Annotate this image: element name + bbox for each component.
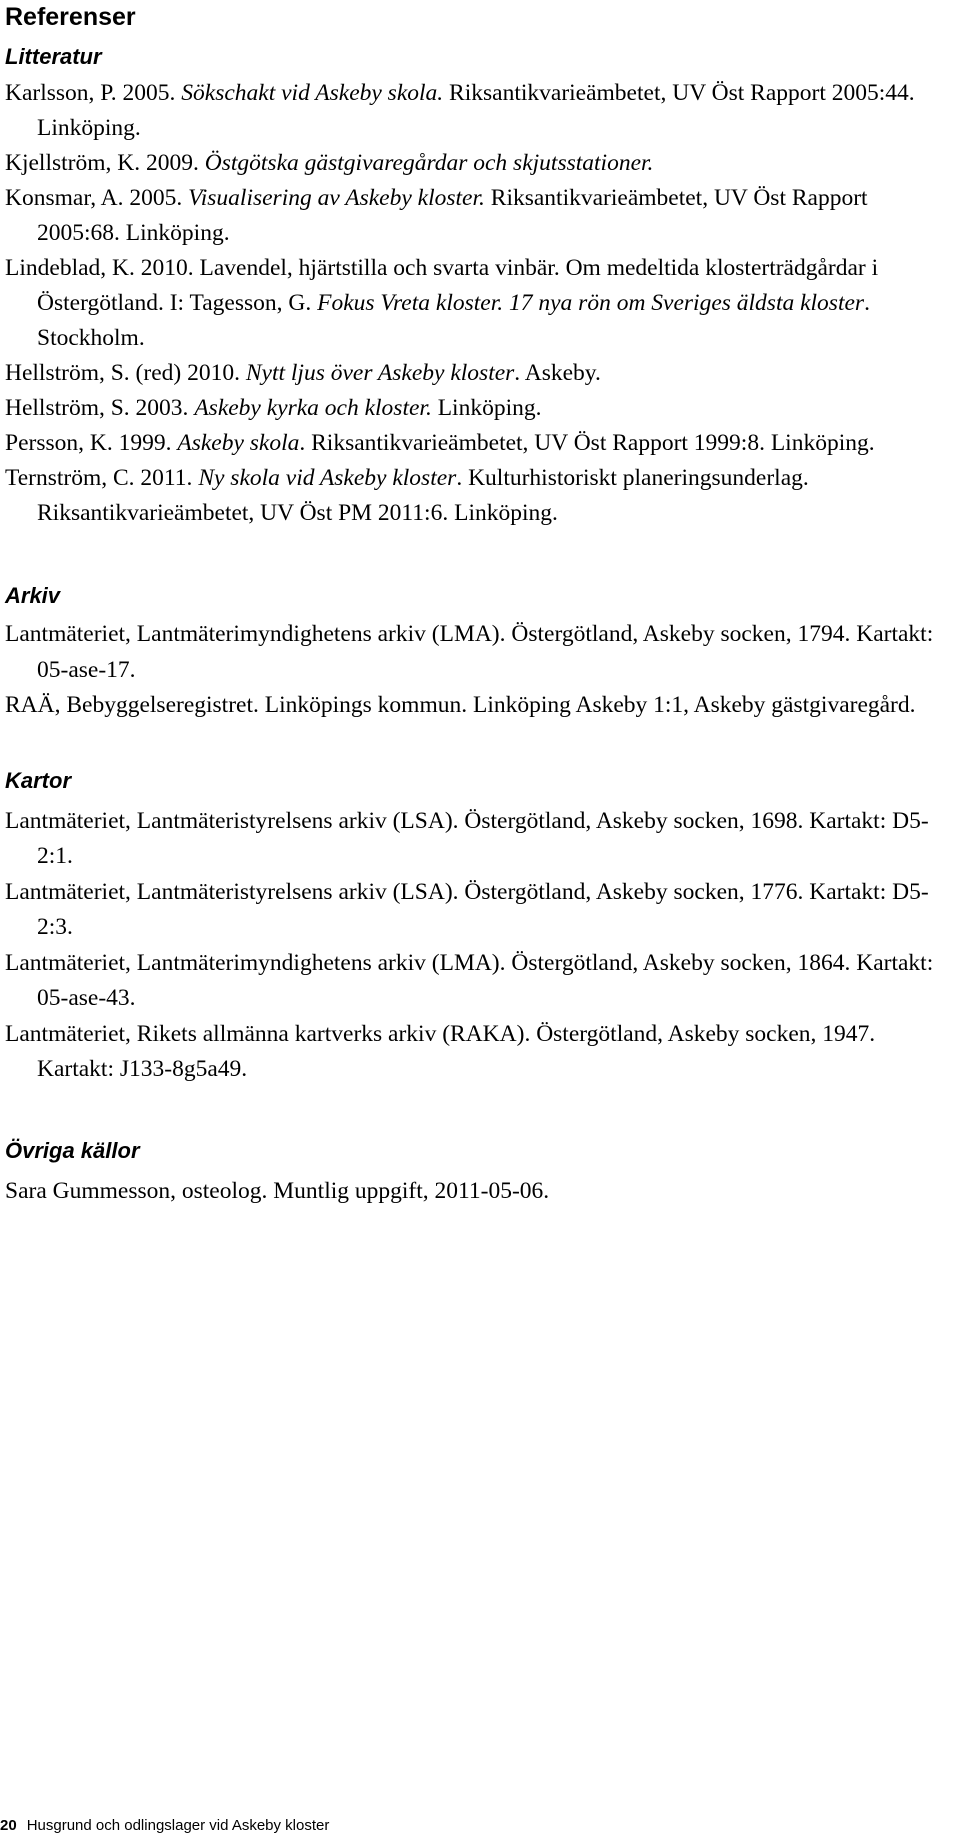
section-heading-kartor: Kartor xyxy=(5,767,72,793)
reference-entry xyxy=(5,181,955,251)
reference-text: Riksantikvarieämbetet, UV Öst Rapport 2005:44. Linköping. xyxy=(37,80,915,141)
reference-title: Visualisering av Askeby kloster. xyxy=(188,185,485,211)
reference-text: Hellström, S. (red) 2010. xyxy=(5,360,246,386)
reference-title: Askeby kyrka och kloster. xyxy=(194,395,432,421)
reference-entry: Sara Gummesson, osteolog. Muntlig uppgift, 2011-05-06. xyxy=(5,1177,550,1204)
page-title: Referenser xyxy=(5,3,136,31)
reference-entry xyxy=(5,146,955,181)
reference-list-litteratur xyxy=(5,76,955,531)
reference-text: Lindeblad, K. 2010. Lavendel, hjärtstilla och svarta vinbär. Om medeltida klosterträdgårdar i Östergötland. I: Tagesson, G. xyxy=(5,255,879,316)
reference-entry xyxy=(5,251,955,356)
publication-title: Husgrund och odlingslager vid Askeby kloster xyxy=(26,1817,330,1834)
section-heading-litteratur: Litteratur xyxy=(5,44,102,69)
reference-list-ovriga-kallor xyxy=(5,1174,955,1210)
page-number: 20 xyxy=(0,1817,17,1834)
reference-list-arkiv xyxy=(5,617,955,724)
reference-title: Östgötska gästgivaregårdar och skjutsstationer. xyxy=(204,150,654,176)
reference-text: . Stockholm. xyxy=(37,290,870,351)
reference-entry xyxy=(5,76,955,146)
section-kartor xyxy=(5,768,955,1088)
reference-entry xyxy=(5,426,955,461)
section-ovriga-kallor xyxy=(5,1138,955,1210)
reference-text: Linköping. xyxy=(431,395,542,421)
reference-entry xyxy=(5,391,955,426)
section-arkiv xyxy=(5,583,955,724)
section-heading-arkiv: Arkiv xyxy=(5,583,61,608)
reference-title: Nytt ljus över Askeby kloster xyxy=(245,360,515,386)
reference-text: . Riksantikvarieämbetet, UV Öst Rapport 1999:8. Linköping. xyxy=(299,430,875,456)
reference-entry: Lantmäteriet, Lantmäteristyrelsens arkiv (LSA). Östergötland, Askeby socken, 1698. Kartakt: D5-2:1. xyxy=(5,807,929,869)
page-footer xyxy=(0,1817,329,1835)
section-litteratur xyxy=(5,44,955,531)
reference-entry: Lantmäteriet, Rikets allmänna kartverks arkiv (RAKA). Östergötland, Askeby socken, 1947. Kartakt: J133-8g5a49. xyxy=(5,1020,876,1082)
reference-text: . Askeby. xyxy=(514,360,601,386)
reference-entry: Lantmäteriet, Lantmäterimyndighetens arkiv (LMA). Östergötland, Askeby socken, 1794. Kartakt: 05-ase-17. xyxy=(5,621,934,683)
reference-entry: RAÄ, Bebyggelseregistret. Linköpings kommun. Linköping Askeby 1:1, Askeby gästgivaregård. xyxy=(5,692,916,718)
reference-title: Sökschakt vid Askeby skola. xyxy=(181,80,444,106)
reference-title: Ny skola vid Askeby kloster xyxy=(198,465,457,491)
section-heading-ovriga-kallor: Övriga källor xyxy=(5,1137,140,1163)
reference-title: Askeby skola xyxy=(177,430,300,456)
reference-text: Konsmar, A. 2005. xyxy=(5,185,189,211)
reference-entry xyxy=(5,356,955,391)
reference-entry: Lantmäteriet, Lantmäteristyrelsens arkiv (LSA). Östergötland, Askeby socken, 1776. Kartakt: D5-2:3. xyxy=(5,878,929,940)
reference-list-kartor xyxy=(5,804,955,1088)
references-page xyxy=(5,0,955,1209)
reference-text: Ternström, C. 2011. xyxy=(5,465,199,491)
reference-entry: Lantmäteriet, Lantmäterimyndighetens arkiv (LMA). Östergötland, Askeby socken, 1864. Kartakt: 05-ase-43. xyxy=(5,949,934,1011)
reference-text: Kjellström, K. 2009. xyxy=(5,150,205,176)
reference-text: . Kulturhistoriskt planeringsunderlag. Riksantikvarieämbetet, UV Öst PM 2011:6. Linköping. xyxy=(37,465,809,526)
reference-text: Persson, K. 1999. xyxy=(5,430,178,456)
reference-entry xyxy=(5,461,955,531)
reference-text: Hellström, S. 2003. xyxy=(5,395,195,421)
reference-title: Fokus Vreta kloster. 17 nya rön om Sveriges äldsta kloster xyxy=(317,290,865,316)
reference-text: Karlsson, P. 2005. xyxy=(5,80,182,106)
reference-text: Riksantikvarieämbetet, UV Öst Rapport 2005:68. Linköping. xyxy=(37,185,868,246)
